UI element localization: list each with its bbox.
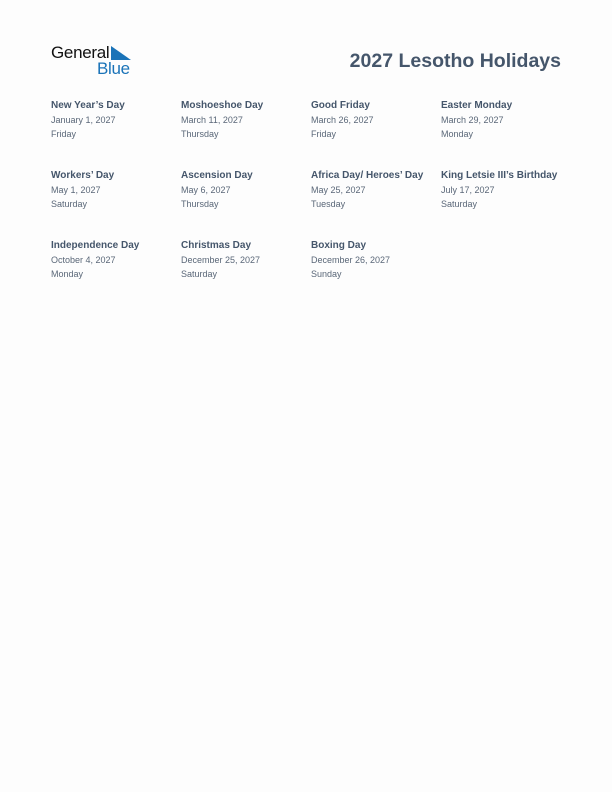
holiday-weekday: Friday [311,129,337,139]
holiday-name: Easter Monday [441,100,513,111]
holiday-entry [51,99,179,141]
holiday-weekday: Sunday [311,269,342,279]
holiday-weekday: Saturday [441,199,478,209]
holiday-name: Boxing Day [311,240,367,251]
holiday-entry [311,169,439,211]
holiday-date: May 25, 2027 [311,185,366,195]
holiday-name: Christmas Day [181,240,252,251]
holiday-weekday: Saturday [181,269,218,279]
holiday-name: Workers’ Day [51,170,115,181]
holiday-entry [181,169,309,211]
holiday-name: Good Friday [311,100,370,111]
holiday-name: Moshoeshoe Day [181,100,264,111]
holiday-entry [311,239,439,281]
holiday-date: December 26, 2027 [311,255,391,265]
page-title: 2027 Lesotho Holidays [349,50,561,72]
holiday-date: May 1, 2027 [51,185,101,195]
holiday-weekday: Friday [51,129,77,139]
holiday-name: Africa Day/ Heroes’ Day [311,170,424,181]
holiday-weekday: Thursday [181,129,219,139]
holiday-date: May 6, 2027 [181,185,231,195]
holiday-weekday: Monday [51,269,84,279]
holiday-date: March 29, 2027 [441,115,504,125]
holiday-entry [441,99,569,141]
holiday-name: Ascension Day [181,170,253,181]
generalblue-logo [51,43,141,79]
holiday-date: October 4, 2027 [51,255,116,265]
holiday-name: King Letsie III’s Birthday [441,170,558,181]
holiday-weekday: Tuesday [311,199,346,209]
holiday-name: Independence Day [51,240,140,251]
holiday-entry [441,169,569,211]
holiday-entry [51,239,179,281]
logo-word-blue: Blue [97,59,130,78]
holiday-entry [311,99,439,141]
holiday-weekday: Monday [441,129,474,139]
holiday-weekday: Saturday [51,199,88,209]
logo-triangle-icon [111,46,131,60]
holiday-name: New Year’s Day [51,100,125,111]
logo-word-general: General [51,43,110,62]
holiday-date: March 11, 2027 [181,115,243,125]
holiday-entry [51,169,179,211]
holiday-date: January 1, 2027 [51,115,116,125]
holiday-date: December 25, 2027 [181,255,261,265]
holiday-entry [181,239,309,281]
holiday-date: July 17, 2027 [441,185,495,195]
holiday-date: March 26, 2027 [311,115,374,125]
holiday-entry [181,99,309,141]
holiday-weekday: Thursday [181,199,219,209]
